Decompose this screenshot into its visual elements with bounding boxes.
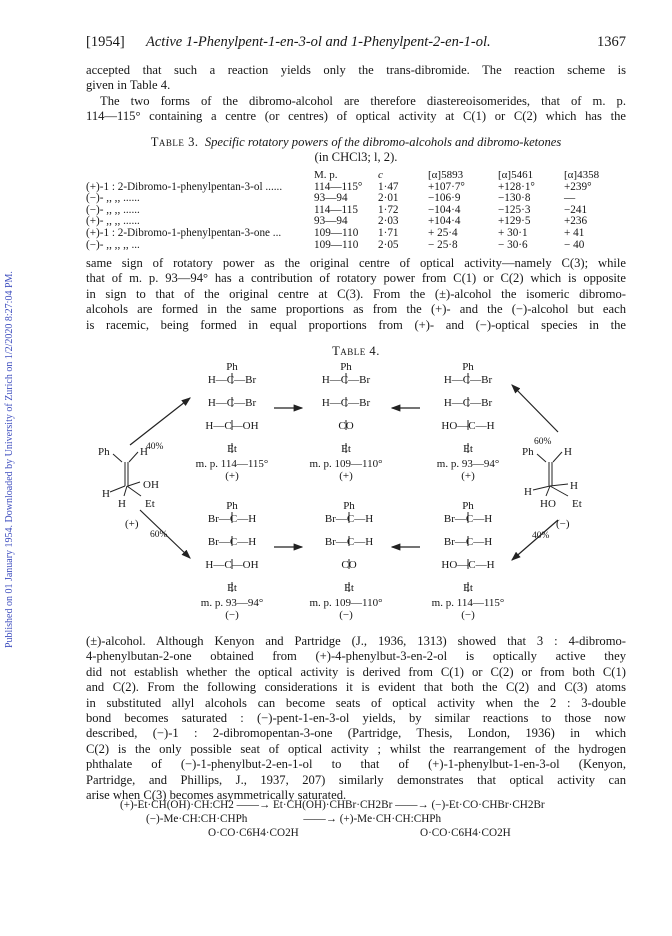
- table-cell: 1·47: [378, 180, 399, 193]
- atom-label: H—C—Br: [207, 397, 257, 409]
- table-cell: 2·03: [378, 215, 399, 228]
- download-notice: Published on 01 January 1954. Downloaded by University of Zurich on 1/2/2020 8:27:04 PM.: [4, 271, 15, 649]
- table-cell: 114—115: [314, 203, 358, 216]
- text-line: arise when C(3) becomes asymmetrically saturated.: [86, 788, 347, 803]
- page-number: 1367: [597, 34, 626, 50]
- text-line: described, (−)-1 : 2-dibromopentan-3-one (Partridge, Thesis, London, 1936) in which: [86, 726, 626, 741]
- table-cell: +129·5: [498, 215, 531, 228]
- table-cell: −104·4: [428, 203, 461, 216]
- text-line: The two forms of the dibromo-alcohol are therefore diastereoisomerides, that of m. p.: [100, 93, 626, 108]
- mp-label: m. p. 109—110°: [309, 458, 383, 470]
- sign-label: (−): [461, 609, 475, 621]
- table-cell: 1·72: [378, 203, 399, 216]
- text-line: and C(2). From the following considerations it is evident that both the C(2) and C(3) atoms: [86, 680, 626, 695]
- atom-label: HO—C—H: [441, 420, 495, 432]
- atom-label: H: [524, 486, 532, 498]
- reaction-arrows: [130, 385, 558, 560]
- col-header: [α]5893: [428, 169, 464, 181]
- scheme-line: (+)-Et·CH(OH)·CH:CH2 ——→ Et·CH(OH)·CHBr·CH2Br ——→ (−)-Et·CO·CHBr·CH2Br: [120, 799, 545, 811]
- scheme-line: O·CO·C6H4·CO2H: [208, 827, 299, 839]
- text-line: C(2) is the only possible seat of optical activity ; whilst the rearrangement of the hydrogen: [86, 741, 626, 756]
- table4-label: Table 4.: [332, 344, 380, 358]
- atom-label: Br—C—H: [207, 536, 257, 548]
- atom-label: Et: [463, 443, 473, 455]
- sign-label: (+): [225, 470, 239, 482]
- atom-label: H—C—Br: [207, 374, 257, 386]
- table-cell: − 25·8: [428, 238, 458, 251]
- table-cell: −130·8: [498, 192, 531, 205]
- table-cell: +239°: [564, 180, 592, 193]
- col-header: M. p.: [314, 169, 338, 181]
- table-cell: 109—110: [314, 238, 359, 251]
- atom-label: Ph: [343, 500, 355, 512]
- atom-label: Br—C—H: [443, 513, 493, 525]
- text-line: that of m. p. 93—94° has a contribution of rotatory power from C(1) or C(2) which is opposite: [86, 271, 626, 286]
- table-cell: 1·71: [378, 226, 399, 239]
- table-cell: (−)- ,, ,, ......: [86, 192, 140, 205]
- table-cell: (+)-1 : 2-Dibromo-1-phenylpentan-3-ol ......: [86, 180, 283, 193]
- atom-label: Ph: [340, 361, 352, 373]
- atom-label: H: [140, 446, 148, 458]
- sign-label: (−): [556, 518, 570, 530]
- mp-label: m. p. 93—94°: [200, 597, 264, 609]
- atom-label: H—C—Br: [443, 374, 493, 386]
- col-header: c: [378, 169, 383, 181]
- atom-label: Ph: [226, 500, 238, 512]
- table-cell: −125·3: [498, 203, 531, 216]
- table-cell: 109—110: [314, 226, 359, 239]
- atom-label: Et: [463, 582, 473, 594]
- table-cell: − 40: [564, 238, 585, 251]
- text-line: (±)-alcohol. Although Kenyon and Partridge (J., 1936, 1313) showed that 3 : 4-dibromo-: [86, 634, 626, 648]
- text-line: 4-phenylbutan-2-one obtained from (+)-4-phenylbut-3-en-2-ol is optically active they: [86, 649, 626, 664]
- table-cell: +236: [564, 215, 588, 228]
- atom-label: H: [118, 498, 126, 510]
- atom-label: H: [564, 446, 572, 458]
- atom-label: Ph: [462, 361, 474, 373]
- table3-label: Table 3.: [150, 135, 199, 149]
- percent-label: 60%: [534, 437, 552, 447]
- atom-label: Et: [227, 443, 237, 455]
- table-cell: + 25·4: [428, 226, 458, 239]
- col-header: [α]5461: [498, 169, 534, 181]
- sign-label: (−): [339, 609, 353, 621]
- bottom-bonds: [232, 512, 468, 592]
- atom-label: Et: [145, 498, 155, 510]
- table-cell: +107·7°: [428, 180, 465, 193]
- atom-label: Ph: [462, 500, 474, 512]
- table-cell: 2·05: [378, 238, 399, 251]
- atom-label: Ph: [98, 446, 110, 458]
- table-cell: + 30·1: [498, 226, 528, 239]
- text-line: phthalate of (−)-1-phenylbut-2-en-1-ol to that of (+)-1-phenylbut-1-en-3-ol (Kenyon,: [86, 757, 626, 772]
- text-line: same sign of rotatory power as the original centre of optical activity—namely C(3); while: [86, 256, 626, 270]
- atom-label: H—C—OH: [205, 559, 259, 571]
- table-cell: —: [564, 192, 576, 205]
- atom-label: H: [570, 480, 578, 492]
- table-cell: (+)-1 : 2-Dibromo-1-phenylpentan-3-one ...: [86, 226, 282, 239]
- scheme-line: (−)-Me·CH:CH·CHPh ——→ (+)-Me·CH·CH:CHPh: [146, 813, 442, 825]
- table-cell: 93—94: [314, 192, 348, 205]
- atom-label: Br—C—H: [443, 536, 493, 548]
- table-cell: 93—94: [314, 215, 348, 228]
- atom-label: Ph: [226, 361, 238, 373]
- atom-label: OH: [143, 479, 159, 491]
- atom-label: HO—C—H: [441, 559, 495, 571]
- mp-label: m. p. 114—115°: [431, 597, 505, 609]
- mp-label: m. p. 93—94°: [436, 458, 500, 470]
- table-cell: + 41: [564, 226, 585, 239]
- table-cell: (−)- ,, ,, ......: [86, 203, 140, 216]
- text-line: is racemic, being formed in equal proportions from (+)- and (−)-optical species in the: [86, 317, 626, 332]
- table-cell: (−)- ,, ,, ,, ...: [86, 238, 140, 251]
- sign-label: (+): [461, 470, 475, 482]
- mp-label: m. p. 109—110°: [309, 597, 383, 609]
- percent-label: 40%: [146, 442, 164, 452]
- atom-label: Et: [344, 582, 354, 594]
- atom-label: HO: [540, 498, 556, 510]
- atom-label: Br—C—H: [324, 513, 374, 525]
- table-cell: (+)- ,, ,, ......: [86, 215, 140, 228]
- table-cell: +104·4: [428, 215, 461, 228]
- atom-label: Et: [341, 443, 351, 455]
- sign-label: (+): [125, 518, 139, 530]
- percent-label: 60%: [150, 530, 168, 540]
- table-cell: 114—115°: [314, 180, 363, 193]
- text-line: did not establish whether the optical activity is derived from C(1) or C(2) or from both C(1): [86, 664, 626, 679]
- atom-label: H—C—OH: [205, 420, 259, 432]
- text-line: bond becomes saturated : (−)-pent-1-en-3-ol yields, by similar reactions to those now: [86, 711, 626, 726]
- text-line: 114—115° containing a centre (or centres) of optical activity at C(1) or C(2) which has the: [86, 109, 626, 124]
- text-line: alcohols are formed in the same proportions as from the (+)- and the (−)-alcohol but each: [86, 302, 626, 317]
- table-cell: −241: [564, 203, 588, 216]
- col-header: [α]4358: [564, 169, 600, 181]
- table-cell: +128·1°: [498, 180, 535, 193]
- atom-label: H—C—Br: [321, 374, 371, 386]
- atom-label: H—C—Br: [443, 397, 493, 409]
- atom-label: H—C—Br: [321, 397, 371, 409]
- mp-label: m. p. 114—115°: [195, 458, 269, 470]
- table3-title: Specific rotatory powers of the dibromo-alcohols and dibromo-ketones: [204, 135, 562, 149]
- atom-label: Br—C—H: [207, 513, 257, 525]
- atom-label: CO: [338, 420, 354, 432]
- atom-label: Et: [227, 582, 237, 594]
- table-cell: 2·01: [378, 192, 399, 205]
- text-line: in sign to that of the original centre at C(3). From the (±)-alcohol the isomeric dibromo-: [86, 286, 626, 301]
- text-line: accepted that such a reaction yields only the trans-dibromide. The reaction scheme is: [86, 63, 626, 77]
- text-line: given in Table 4.: [86, 78, 171, 93]
- atom-label: CO: [341, 559, 357, 571]
- scheme-line: O·CO·C6H4·CO2H: [420, 827, 511, 839]
- sign-label: (+): [339, 470, 353, 482]
- year-label: [1954]: [86, 34, 125, 50]
- text-line: in substituted allyl alcohols can become seats of optical activity when the 2 : 3-double: [86, 695, 626, 710]
- percent-label: 40%: [532, 531, 550, 541]
- atom-label: H: [102, 488, 110, 500]
- sign-label: (−): [225, 609, 239, 621]
- atom-label: Br—C—H: [324, 536, 374, 548]
- header-title: Active 1-Phenylpent-1-en-3-ol and 1-Phenylpent-2-en-1-ol.: [146, 34, 491, 50]
- atom-label: Et: [572, 498, 582, 510]
- text-line: Partridge, and Phillips, J., 1937, 207) similarly demonstrates that optical activity can: [86, 772, 626, 787]
- table-cell: − 30·6: [498, 238, 528, 251]
- table3-subcaption: (in CHCl3; l, 2).: [314, 150, 398, 164]
- atom-label: Ph: [522, 446, 534, 458]
- alcohol-bonds: [110, 452, 568, 496]
- table-cell: −106·9: [428, 192, 461, 205]
- top-bonds: [232, 373, 468, 453]
- paragraph-4: [86, 634, 626, 803]
